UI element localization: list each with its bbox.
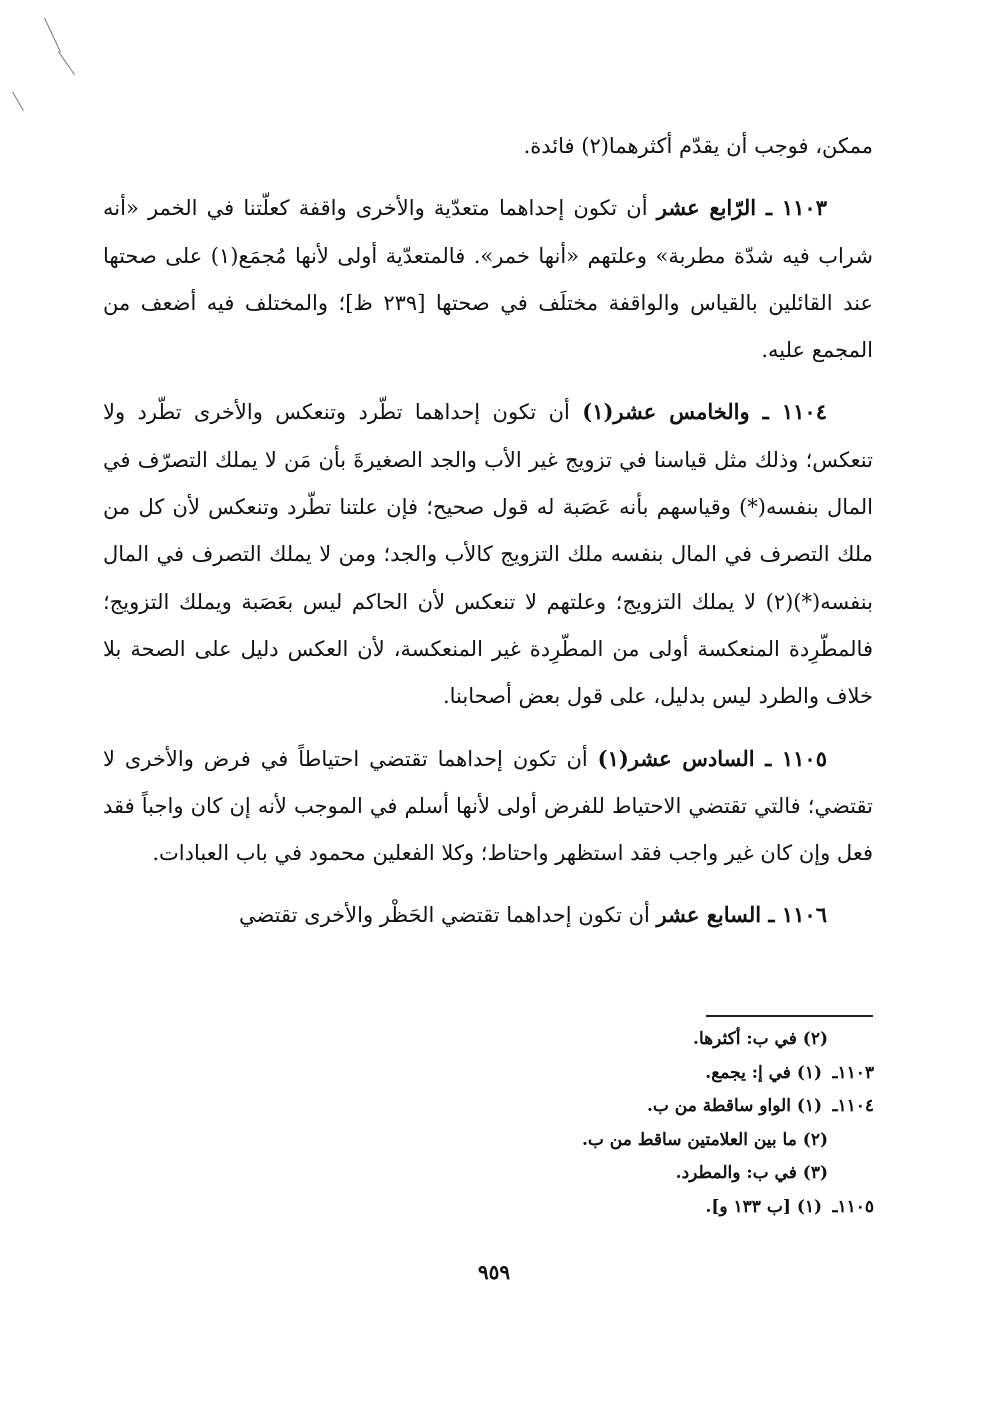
footnote xyxy=(454,1124,874,1158)
paragraph-text: أن تكون إحداهما متعدّية والأخرى واقفة كعلّتنا في الخمر «أنه شراب فيه شدّة مطربة» وعلتهم «أنها خمر». فالمتعدّية أولى لأنها مُجمَع(١) على صحتها عند القائلين بالقياس والواقفة مختلَف في صحتها [٢٣٩ ظ]؛ والمختلف فيه أضعف من المجمع عليه. xyxy=(103,196,873,363)
paragraph xyxy=(103,184,873,374)
footnote-text: (٢) في ب: أكثرها. xyxy=(693,1029,828,1049)
footnote-text: (١) في إ: يجمع. xyxy=(705,1062,823,1083)
main-text xyxy=(103,122,873,954)
paragraph-text: أن تكون إحداهما تطّرد وتنعكس والأخرى تطّرد ولا تنعكس؛ وذلك مثل قياسنا في تزويج غير الأب والجد الصغيرةَ بأن مَن لا يملك التصرّف في المال بنفسه(*) وقياسهم بأنه عَصَبة له قول صحيح؛ فإن علتنا تطّرد وتنعكس لأن كل من ملك التصرف في المال بنفسه ملك التزويج كالأب والجد؛ ومن لا يملك التصرف في المال بنفسه(*)(٢) لا يملك التزويج؛ وعلتهم لا تنعكس لأن الحاكم ليس بعَصَبة ويملك التزويج؛ فالمطّرِدة المنعكسة أولى من المطّرِدة غير المنعكسة، لأن العكس دليل على الصحة بلا خلاف والطرد ليس بدليل، على قول بعض أصحابنا. xyxy=(103,400,873,709)
footnote xyxy=(454,1090,874,1124)
footnote-text: (١) الواو ساقطة من ب. xyxy=(646,1096,823,1116)
scan-artifact xyxy=(12,92,24,112)
footnote xyxy=(454,1157,874,1191)
paragraph-lead: ١١٠٣ ـ الرّابع عشر xyxy=(656,195,827,221)
paragraph-lead: ١١٠٦ ـ السابع عشر xyxy=(656,902,827,928)
footnote-text: (٢) ما بين العلامتين ساقط من ب. xyxy=(581,1129,828,1150)
footnote xyxy=(454,1057,874,1091)
paragraph-lead: ١١٠٥ ـ السادس عشر(١) xyxy=(597,745,827,771)
footnote-section-number: ١١٠٥ـ xyxy=(832,1196,874,1217)
page-number: ٩٥٩ xyxy=(477,1260,511,1284)
paragraph xyxy=(103,388,873,720)
footnotes xyxy=(454,1023,874,1224)
footnote xyxy=(454,1023,874,1057)
footnote-text: (٣) في ب: والمطرد. xyxy=(675,1163,828,1183)
footnote xyxy=(454,1191,874,1225)
footnote-separator xyxy=(706,1015,873,1017)
paragraph-text: ممكن، فوجب أن يقدّم أكثرهما(٢) فائدة. xyxy=(523,134,873,158)
paragraph xyxy=(103,122,873,170)
paragraph xyxy=(103,891,873,939)
scan-artifact xyxy=(44,18,61,53)
paragraph-text: أن تكون إحداهما تقتضي احتياطاً في فرض والأخرى لا تقتضي؛ فالتي تقتضي الاحتياط للفرض أولى لأنها أسلم في الموجب لأنه إن كان واجباً فقد فعل وإن كان غير واجب فقد استظهر واحتاط؛ وكلا الفعلين محمود في باب العبادات. xyxy=(103,746,873,866)
footnote-text: (١) [ب ١٣٣ و]. xyxy=(705,1196,823,1217)
footnote-section-number: ١١٠٣ـ xyxy=(832,1062,874,1083)
footnote-section-number: ١١٠٤ـ xyxy=(832,1096,874,1116)
paragraph-text: أن تكون إحداهما تقتضي الحَظْر والأخرى تقتضي xyxy=(238,903,657,928)
paragraph-lead: ١١٠٤ ـ والخامس عشر(١) xyxy=(582,399,827,425)
paragraph xyxy=(103,735,873,878)
scan-artifact xyxy=(58,51,75,75)
